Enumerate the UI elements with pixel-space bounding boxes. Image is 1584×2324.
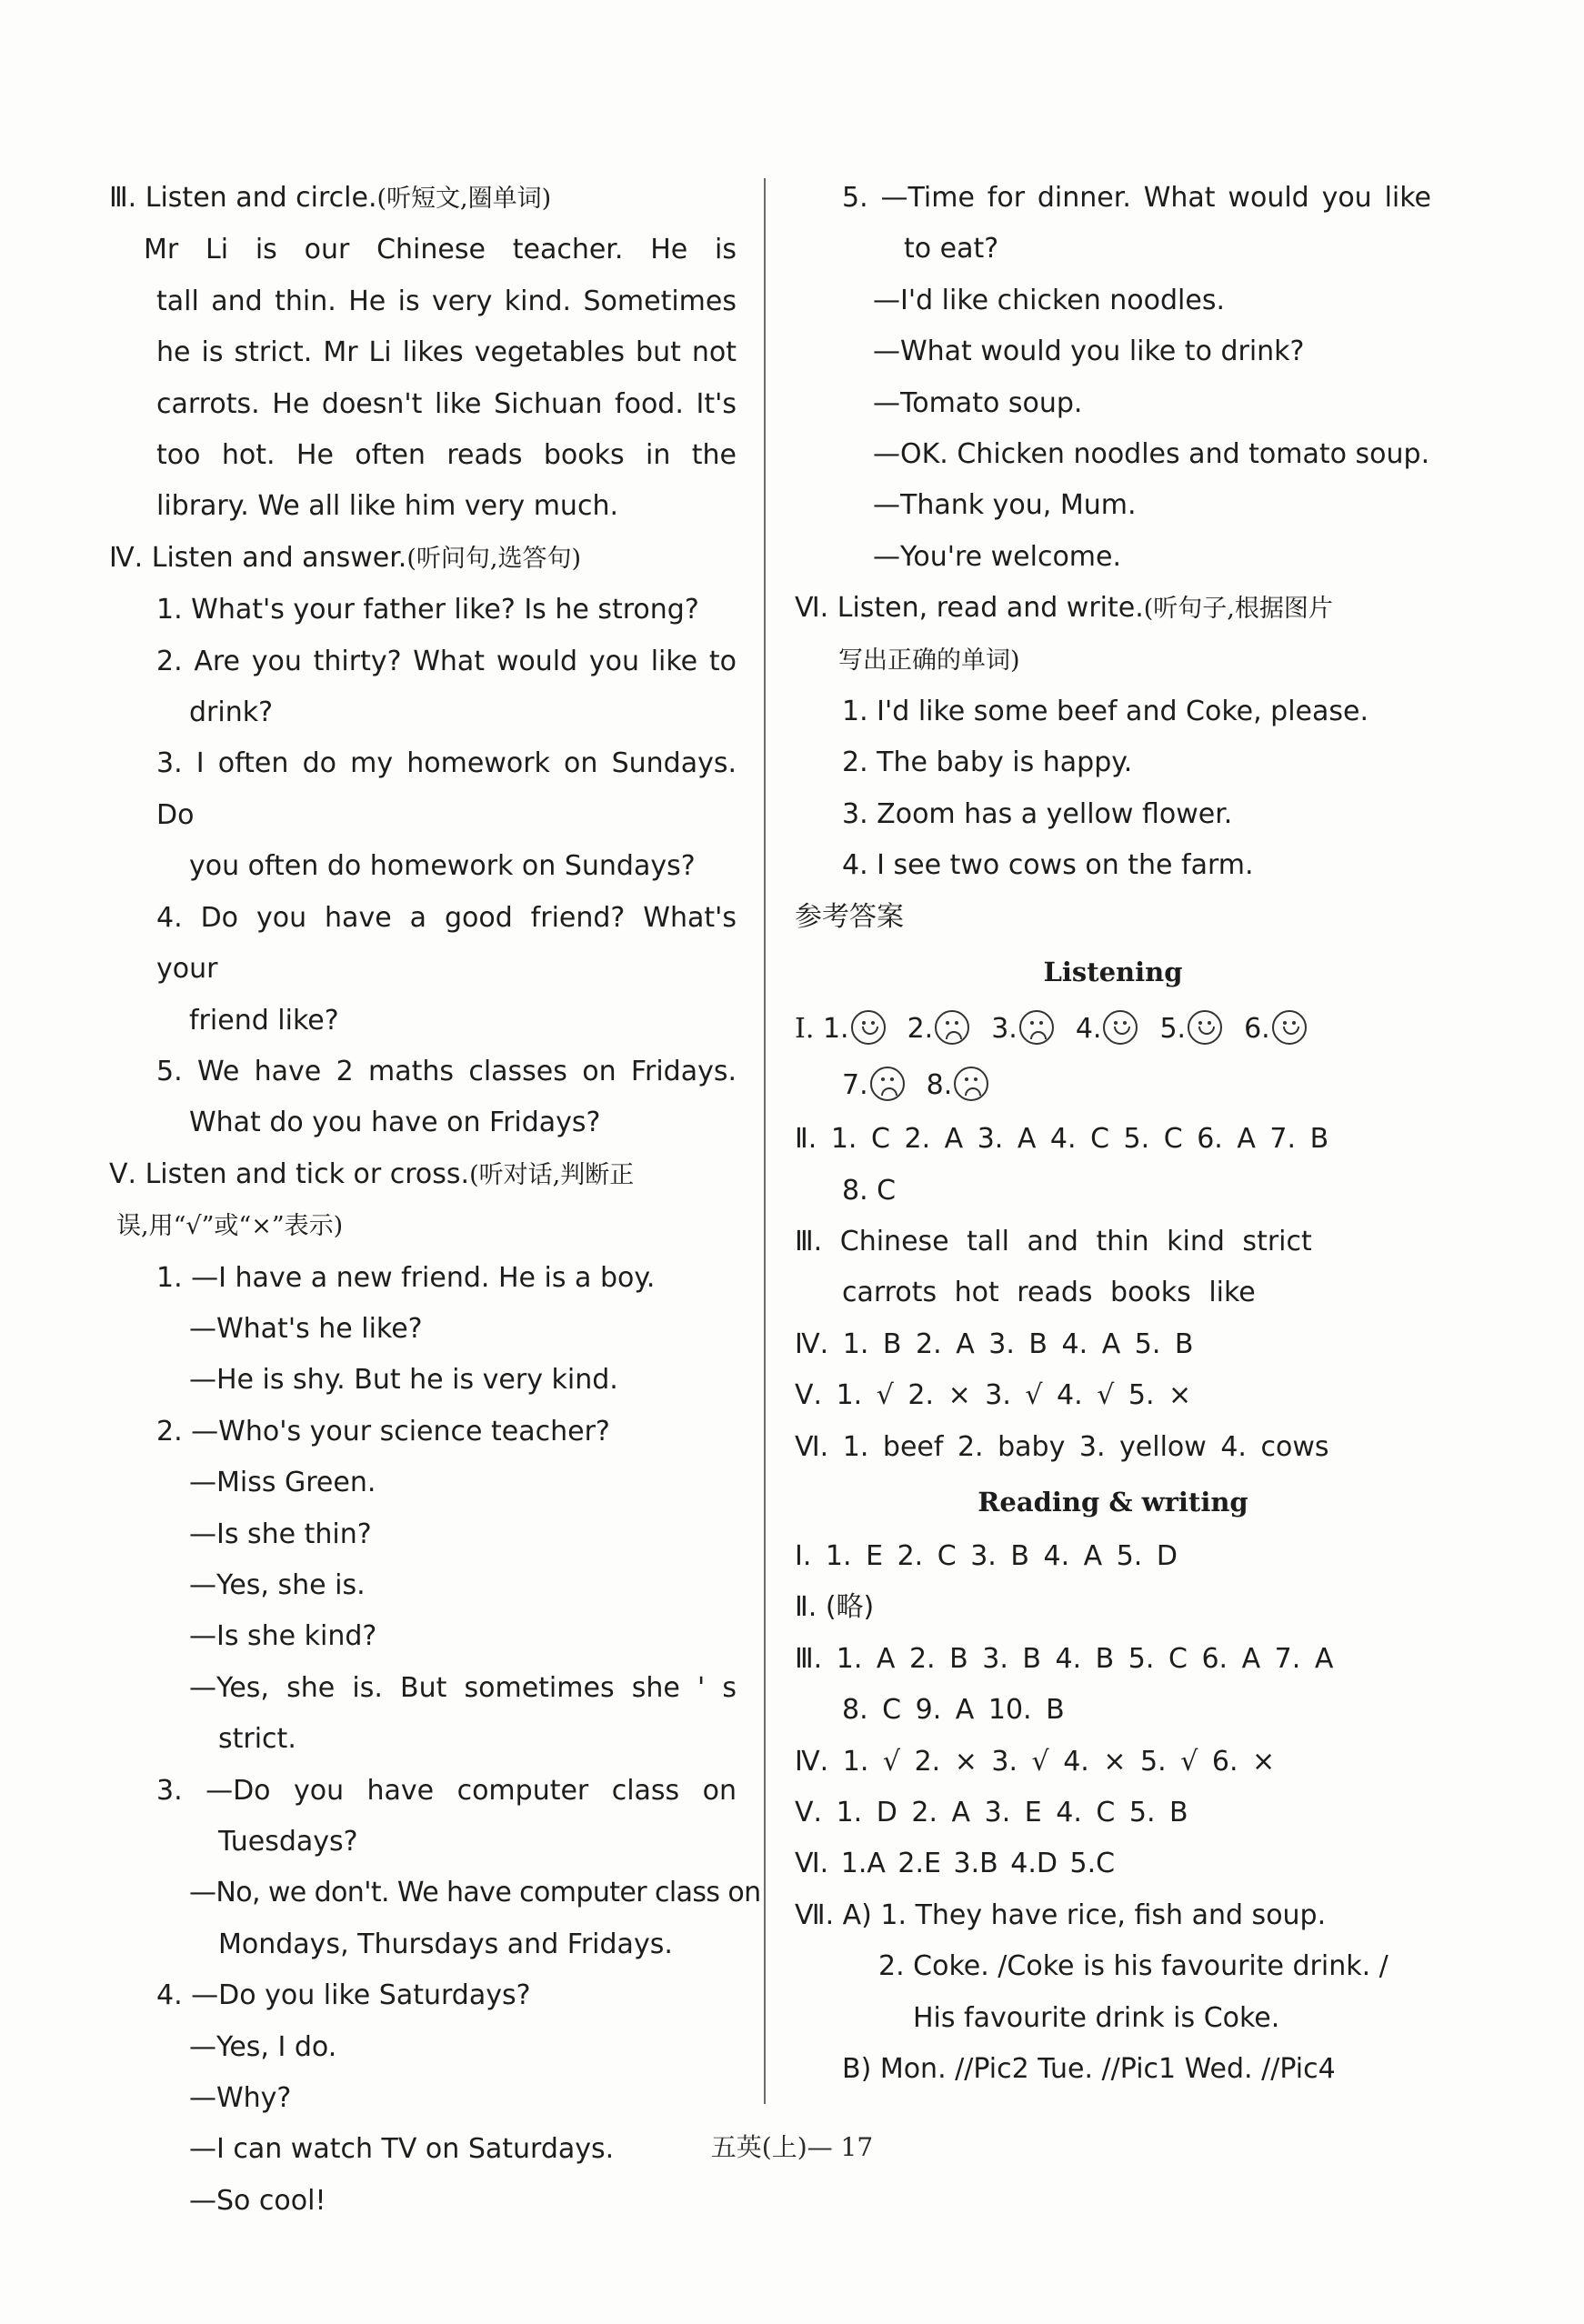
dialog-line: —No, we don't. We have computer class on — [189, 1877, 761, 1909]
answer-line: Ⅶ. A) 1. They have rice, fish and soup. — [795, 1898, 1327, 1931]
face-answer-item — [991, 1013, 1059, 1045]
face-answer-item — [842, 1069, 910, 1101]
dialog-line: to eat? — [904, 233, 999, 265]
dialog-line: —I can watch TV on Saturdays. — [189, 2133, 615, 2166]
face-answer-item — [1076, 1013, 1144, 1045]
face-answer-number: 6. — [1244, 1013, 1270, 1046]
passage-line: too hot. He often reads books in the — [156, 439, 737, 472]
smiley-happy-icon — [1272, 1010, 1307, 1045]
dialog-line: 3. —Do you have computer class on — [156, 1774, 737, 1807]
faces-row-1 — [795, 1001, 1431, 1057]
answer-line: Ⅴ. 1. D 2. A 3. E 4. C 5. B — [795, 1796, 1188, 1828]
question-line: you often do homework on Sundays? — [189, 850, 696, 883]
faces-group — [842, 1069, 1010, 1101]
smiley-sad-icon — [870, 1067, 905, 1101]
dialog-line: —Miss Green. — [189, 1467, 376, 1499]
dialog-line: —What would you like to drink? — [873, 336, 1305, 368]
sentence-line: 2. The baby is happy. — [842, 746, 1133, 779]
roman-numeral: Ⅰ. — [795, 1013, 815, 1046]
answer-line: 8. C — [842, 1174, 897, 1207]
dialog-line: —Is she kind? — [189, 1620, 377, 1653]
answer-line: carrots hot reads books like — [842, 1277, 1256, 1309]
sentence-line: 4. I see two cows on the farm. — [842, 849, 1254, 882]
question-line: What do you have on Fridays? — [189, 1107, 601, 1139]
dialog-line: Mondays, Thursdays and Fridays. — [218, 1928, 673, 1960]
dialog-line: —You're welcome. — [873, 540, 1122, 573]
face-answer-item — [1159, 1013, 1228, 1045]
answer-line: Ⅵ. 1. beef 2. baby 3. yellow 4. cows — [795, 1430, 1329, 1463]
face-answer-item — [927, 1069, 995, 1101]
face-answer-item — [1244, 1013, 1312, 1045]
dialog-line: —What's he like? — [189, 1312, 423, 1345]
answer-line: Ⅳ. 1. √ 2. × 3. √ 4. × 5. √ 6. × — [795, 1745, 1276, 1778]
section-5-title-cont: 误,用“√”或“×”表示) — [116, 1212, 344, 1241]
reading-writing-heading: Reading & writing — [977, 1486, 1248, 1518]
smiley-sad-icon — [954, 1067, 988, 1101]
smiley-happy-icon — [1188, 1010, 1222, 1045]
face-answer-item — [823, 1013, 891, 1045]
face-answer-number: 3. — [991, 1013, 1018, 1046]
dialog-line: —Tomato soup. — [873, 386, 1083, 419]
section-3-title: Ⅲ. Listen and circle.(听短文,圈单词) — [109, 182, 552, 214]
listening-heading: Listening — [1043, 957, 1183, 988]
question-line: 2. Are you thirty? What would you like to — [156, 645, 737, 677]
face-answer-number: 4. — [1075, 1013, 1102, 1046]
question-line: 5. We have 2 maths classes on Fridays. — [156, 1055, 737, 1087]
smiley-happy-icon — [851, 1010, 886, 1045]
answer-line: Ⅴ. 1. √ 2. × 3. √ 4. √ 5. × — [795, 1379, 1192, 1412]
dialog-line: 5. —Time for dinner. What would you like — [842, 182, 1431, 214]
answer-line: B) Mon. //Pic2 Tue. //Pic1 Wed. //Pic4 — [842, 2053, 1336, 2085]
answer-line: Ⅲ. Chinese tall and thin kind strict — [795, 1225, 1312, 1257]
dialog-line: —Why? — [189, 2082, 292, 2115]
faces-group — [823, 1013, 1328, 1045]
section-5-title: Ⅴ. Listen and tick or cross.(听对话,判断正 — [109, 1157, 635, 1190]
question-line: 4. Do you have a good friend? What's your — [156, 901, 737, 986]
face-answer-number: 8. — [926, 1069, 953, 1102]
answer-line: Ⅰ. 1. E 2. C 3. B 4. A 5. D — [795, 1539, 1178, 1572]
passage-line: tall and thin. He is very kind. Sometimes — [156, 285, 737, 317]
dialog-line: 2. —Who's your science teacher? — [156, 1415, 610, 1447]
passage-line: library. We all like him very much. — [156, 490, 618, 523]
answer-line: Ⅲ. 1. A 2. B 3. B 4. B 5. C 6. A 7. A — [795, 1642, 1334, 1675]
dialog-line: —So cool! — [189, 2184, 326, 2217]
answer-line: Ⅱ. (略) — [795, 1591, 875, 1624]
question-line: 3. I often do my homework on Sundays. Do — [156, 747, 737, 831]
answer-line: His favourite drink is Coke. — [913, 2001, 1280, 2034]
dialog-line: —Yes, she is. — [189, 1568, 366, 1601]
face-answer-number: 7. — [842, 1069, 868, 1102]
face-answer-item — [907, 1013, 976, 1045]
section-6-title-cont: 写出正确的单词) — [838, 646, 1020, 675]
right-column — [795, 173, 1431, 2095]
question-line: drink? — [189, 696, 274, 729]
page-footer: 五英(上)— 17 — [710, 2132, 874, 2162]
face-answer-number: 2. — [907, 1013, 934, 1046]
column-divider — [764, 178, 766, 2104]
dialog-line: 4. —Do you like Saturdays? — [156, 1979, 531, 2012]
dialog-line: 1. —I have a new friend. He is a boy. — [156, 1261, 656, 1294]
dialog-line: Tuesdays? — [218, 1826, 358, 1858]
dialog-line: —Yes, she is. But sometimes she ' s — [189, 1671, 737, 1704]
answer-line: Ⅱ. 1. C 2. A 3. A 4. C 5. C 6. A 7. B — [795, 1123, 1329, 1156]
left-column — [109, 173, 761, 2227]
smiley-sad-icon — [1019, 1010, 1054, 1045]
passage-line: carrots. He doesn't like Sichuan food. It's — [156, 387, 737, 420]
question-line: 1. What's your father like? Is he strong? — [156, 594, 699, 626]
smiley-happy-icon — [1103, 1010, 1138, 1045]
face-answer-number: 1. — [822, 1013, 849, 1046]
smiley-sad-icon — [935, 1010, 969, 1045]
face-answer-number: 5. — [1159, 1013, 1187, 1046]
dialog-line: strict. — [218, 1723, 296, 1756]
answer-line: Ⅳ. 1. B 2. A 3. B 4. A 5. B — [795, 1327, 1194, 1360]
dialog-line: —He is shy. But he is very kind. — [189, 1364, 618, 1397]
dialog-line: —Is she thin? — [189, 1518, 372, 1550]
section-4-title: Ⅳ. Listen and answer.(听问句,选答句) — [109, 541, 581, 574]
question-line: friend like? — [189, 1004, 339, 1037]
section-6-title: Ⅵ. Listen, read and write.(听句子,根据图片 — [795, 592, 1333, 625]
dialog-line: —Yes, I do. — [189, 2030, 337, 2063]
passage-line: Mr Li is our Chinese teacher. He is — [144, 234, 737, 266]
dialog-line: —I'd like chicken noodles. — [873, 284, 1226, 316]
dialog-line: —OK. Chicken noodles and tomato soup. — [873, 438, 1430, 471]
answer-line: Ⅵ. 1.A 2.E 3.B 4.D 5.C — [795, 1848, 1116, 1880]
sentence-line: 1. I'd like some beef and Coke, please. — [842, 696, 1369, 728]
answers-title: 参考答案 — [795, 900, 904, 933]
faces-row-2 — [795, 1057, 1431, 1114]
passage-line: he is strict. Mr Li likes vegetables but not — [156, 336, 737, 369]
answer-line: 2. Coke. /Coke is his favourite drink. / — [878, 1950, 1389, 1983]
dialog-line: —Thank you, Mum. — [873, 489, 1137, 522]
sentence-line: 3. Zoom has a yellow flower. — [842, 797, 1233, 830]
answer-line: 8. C 9. A 10. B — [842, 1694, 1065, 1727]
